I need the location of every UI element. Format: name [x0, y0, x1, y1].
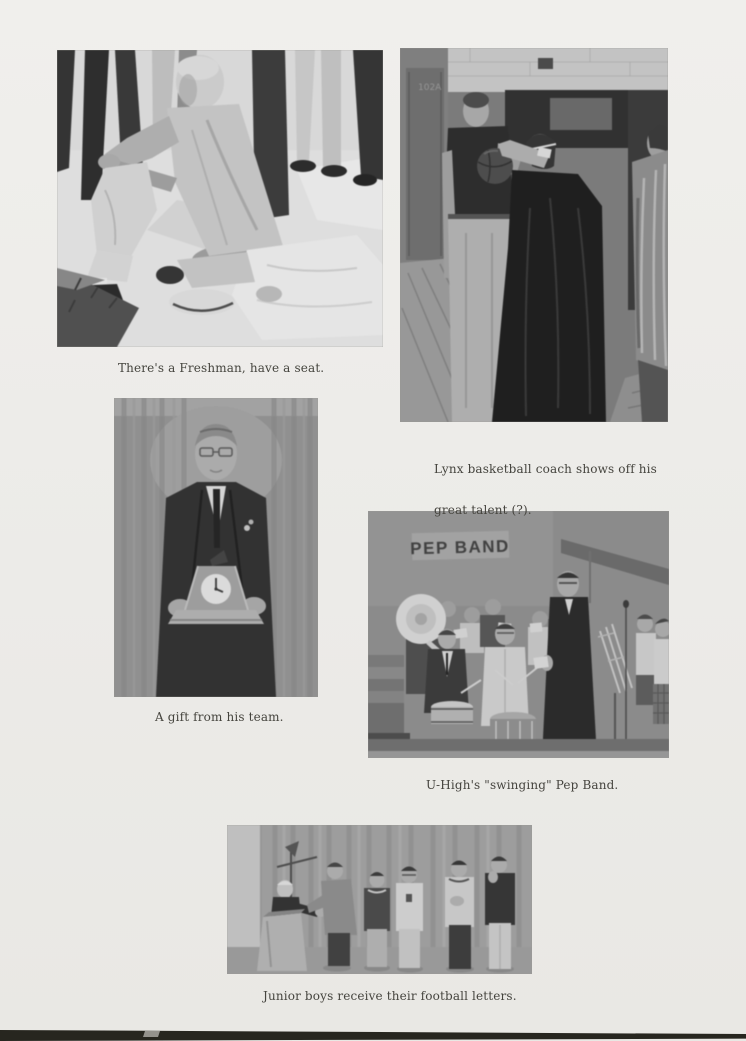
photo-football-letters-art [227, 825, 532, 974]
caption-lynx [434, 436, 657, 544]
caption-gift: A gift from his team. [155, 710, 284, 724]
caption-pep-band: U-High's "swinging" Pep Band. [426, 778, 619, 792]
photo-pep-band-art [368, 511, 669, 758]
photo-basketball-coach [400, 48, 668, 422]
caption-lynx-line1: Lynx basketball coach shows off his [434, 462, 657, 476]
scan-edge-notch [143, 1031, 160, 1037]
photo-gift-clock-art [114, 398, 318, 697]
gym-room-number-text: 102A [418, 83, 442, 93]
photo-basketball-coach-art [400, 48, 668, 422]
photo-football-letters [227, 825, 532, 974]
photo-gift-clock [114, 398, 318, 697]
photo-freshman-seat-art [57, 50, 383, 347]
pep-band-banner-text: PEP BAND [410, 536, 511, 559]
caption-football: Junior boys receive their football letters. [263, 989, 517, 1003]
scan-edge-band [0, 1029, 746, 1041]
podium [257, 909, 307, 971]
caption-freshman: There's a Freshman, have a seat. [118, 361, 325, 375]
caption-lynx-line2: great talent (?). [434, 502, 532, 517]
photo-pep-band [368, 511, 669, 758]
duffel-bag [169, 289, 235, 315]
photo-freshman-seat [57, 50, 383, 347]
